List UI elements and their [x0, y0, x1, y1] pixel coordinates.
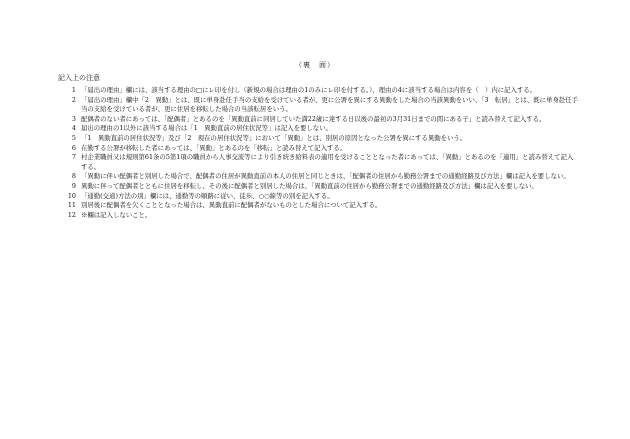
page-title: （裏 面）	[295, 61, 335, 69]
note-number: 1	[71, 86, 76, 94]
note-text: 村企業職員又は規則第61条の5第1項の職員から人事交流等により引き続き給料表の適用を受けることとなった者にあっては、「異動」とあるのを「適用」と読み替えて記入する。	[81, 153, 574, 171]
note-number: 10	[67, 191, 76, 200]
notes-list	[58, 86, 578, 220]
note-number: 2	[71, 95, 76, 104]
note-item	[58, 115, 578, 125]
note-text: 届出の理由の1以外に該当する場合は「1 異動直前の居住状況等」は記入を要しない。	[81, 124, 332, 133]
note-number: 3	[71, 114, 76, 123]
note-text: 「通勤(交通)方法の別」欄には、通勤等の順路に従い、徒歩、○○線等の別を記入する。	[81, 191, 334, 200]
note-text: 「1 異動直前の居住状況等」及び「2 現在の居住状況等」において「異動」とは、別居の原因となった公署を異にする異動をいう。	[81, 133, 467, 142]
note-number: 12	[67, 210, 76, 219]
note-number: 9	[71, 181, 76, 190]
note-item	[58, 144, 578, 154]
note-item	[58, 96, 578, 115]
note-number: 11	[67, 201, 76, 210]
note-item	[58, 86, 578, 96]
note-text: 在勤する公署が移転した者にあっては、「異動」とあるのを「移転」と読み替えて記入する。	[81, 143, 347, 152]
note-number: 4	[71, 124, 76, 133]
note-number: 5	[71, 133, 76, 142]
note-text: ※欄は記入しないこと。	[81, 210, 152, 219]
note-number: 6	[71, 143, 76, 152]
note-text: 別居後に配偶者を欠くこととなった場合は、異動直前に配偶者がないものとした場合について記入する。	[81, 201, 382, 210]
section-heading: 記入上の注意	[58, 74, 100, 82]
note-item	[58, 192, 578, 202]
note-item	[58, 182, 578, 192]
note-text: 「届出の理由」欄中「2 異動」とは、既に単身赴任手当の支給を受けている者が、更に公署を異にする異動をした場合の当該異動をいい、「3 転居」とは、既に単身赴任手当の支給を受けている者が、更に住居を移転した場合の当該転居をいう。	[81, 95, 579, 114]
note-text: 「異動に伴い配偶者と別居した場合で、配偶者の住居が異動直前の本人の住居と同じときは、「配偶者の住居から勤務公署までの通勤経路及び方法」欄は記入を要しない。	[81, 172, 570, 181]
note-number: 8	[71, 172, 76, 181]
note-item	[58, 211, 578, 221]
note-item	[58, 201, 578, 211]
note-item	[58, 172, 578, 182]
note-item	[58, 153, 578, 172]
note-item	[58, 134, 578, 144]
note-number: 7	[71, 153, 76, 162]
note-text: 「届出の理由」欄には、該当する理由の□にレ印を付し（新規の場合は理由の1のみにレ印を付する。）、理由の4に該当する場合は内容を（ ）内に記入する。	[81, 86, 537, 94]
note-text: 異動に伴って配偶者とともに住居を移転し、その後に配偶者と別居した場合は、「異動直前の住居から勤務公署までの通勤経路及び方法」欄は記入を要しない。	[81, 181, 538, 190]
note-text: 配偶者のない者にあっては、「配偶者」とあるのを「異動直前に同居していた満22歳に達する日以後の最初の3月31日までの間にある子」と読み替えて記入する。	[81, 114, 546, 123]
note-item	[58, 124, 578, 134]
